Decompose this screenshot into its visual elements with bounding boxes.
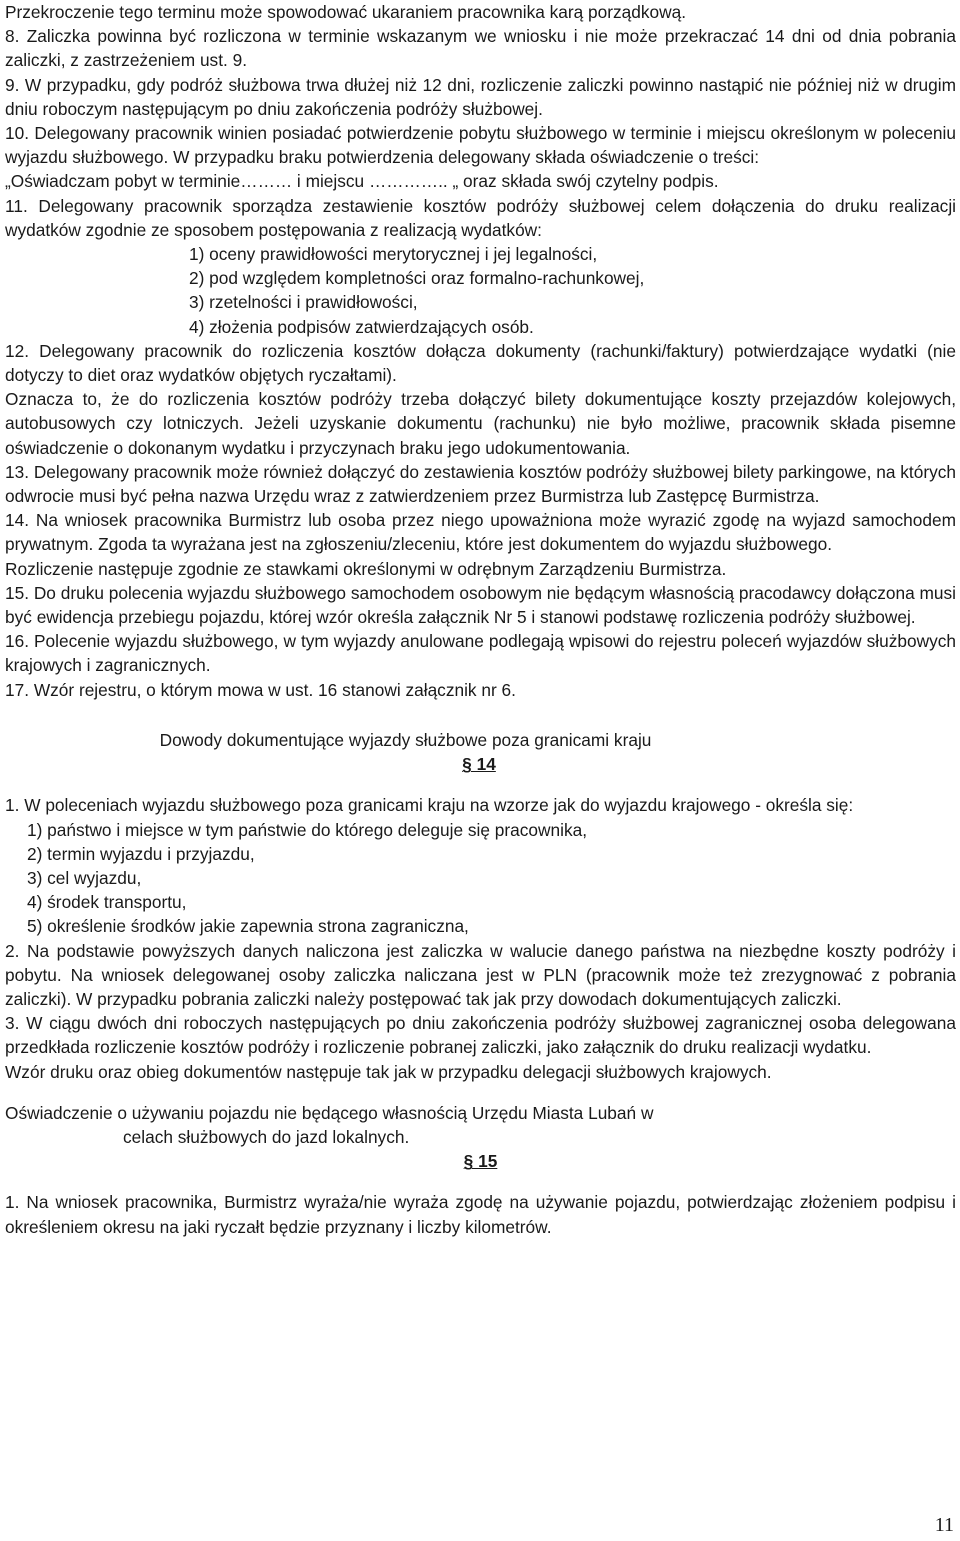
paragraph-explanation: Oznacza to, że do rozliczenia kosztów podróży trzeba dołączyć bilety dokumentujące koszty przejazdów kolejowych, autobusowych czy lotniczych. Jeżeli uzyskanie dokumentu (rachunku) nie było możliwe, pracownik składa pisemne oświadczenie o dokonanym wydatku i przyczynach braku jego udokumentowania. bbox=[5, 389, 956, 458]
paragraph-14-ust-1: 1. W poleceniach wyjazdu służbowego poza granicami kraju na wzorze jak do wyjazdu krajowego - określa się: bbox=[5, 795, 854, 816]
paragraph-ust-12: 12. Delegowany pracownik do rozliczenia kosztów dołącza dokumenty (rachunki/faktury) potwierdzające wydatki (nie dotyczy to diet oraz wydatków objętych ryczałtami). bbox=[5, 340, 956, 386]
paragraph-ust-16: 16. Polecenie wyjazdu służbowego, w tym wyjazdy anulowane podlegają wpisowi do rejestru poleceń wyjazdów służbowych krajowych i zagranicznych. bbox=[5, 631, 956, 676]
list-item: 4) środek transportu, bbox=[27, 892, 187, 913]
paragraph-14-ust-2: 2. Na podstawie powyższych danych naliczona jest zaliczka w walucie danego państwa na niezbędne koszty podróży i pobytu. Na wniosek delegowanej osoby zaliczka naliczana jest w PLN (pracownik może też zrezygnować z pobrania zaliczki). W przypadku pobrania zaliczki należy postępować tak jak przy dowodach dokumentujących zaliczki. bbox=[5, 940, 956, 1009]
list-item: 3) cel wyjazdu, bbox=[27, 867, 142, 888]
section-heading-vehicle: Oświadczenie o używaniu pojazdu nie będącego własnością Urzędu Miasta Lubań w bbox=[5, 1102, 654, 1123]
page-number: 11 bbox=[934, 1514, 954, 1536]
list-14 bbox=[5, 818, 956, 939]
list-item: 5) określenie środków jakie zapewnia strona zagraniczna, bbox=[27, 916, 469, 937]
list-item: 1) oceny prawidłowości merytorycznej i jej legalności, bbox=[189, 244, 598, 265]
paragraph-15-ust-1: 1. Na wniosek pracownika, Burmistrz wyraża/nie wyraża zgodę na używanie pojazdu, potwierdzając złożeniem podpisu i określeniem okresu na jaki ryczałt będzie przyznany i liczby kilometrów. bbox=[5, 1192, 956, 1237]
paragraph-14-ust-3: 3. W ciągu dwóch dni roboczych następujących po dniu zakończenia podróży służbowej zagranicznej osoba delegowana przedkłada rozliczenie kosztów podróży i rozliczenie pobranej zaliczki, jako załącznik do druku realizacji wydatku. bbox=[5, 1013, 956, 1058]
paragraph-ust-10: 10. Delegowany pracownik winien posiadać potwierdzenie pobytu służbowego w terminie i miejscu określonym w poleceniu wyjazdu służbowego. W przypadku braku potwierdzenia delegowany składa oświadczenie o treści: bbox=[5, 123, 956, 168]
list-item: 2) termin wyjazdu i przyjazdu, bbox=[27, 843, 255, 864]
paragraph-ust-9: 9. W przypadku, gdy podróż służbowa trwa dłużej niż 12 dni, rozliczenie zaliczki powinno nastąpić nie później niż w drugim dniu roboczym następującym po dniu zakończenia podróży służbowej. bbox=[5, 74, 956, 119]
list-item: 4) złożenia podpisów zatwierdzających osób. bbox=[189, 316, 534, 337]
paragraph-ust-8: 8. Zaliczka powinna być rozliczona w terminie wskazanym we wniosku i nie może przekraczać 14 dni od dnia pobrania zaliczki, z zastrzeżeniem ust. 9. bbox=[5, 26, 956, 71]
paragraph-settlement: Rozliczenie następuje zgodnie ze stawkami określonymi w odrębnym Zarządzeniu Burmistrza. bbox=[5, 558, 727, 579]
paragraph-ust-14: 14. Na wniosek pracownika Burmistrz lub osoba przez niego upoważniona może wyrazić zgodę na wyjazd samochodem prywatnym. Zgoda ta wyrażana jest na zgłoszeniu/zleceniu, które jest dokumentem do wyjazdu służbowego. bbox=[5, 510, 956, 555]
list-item: 2) pod względem kompletności oraz formalno-rachunkowej, bbox=[189, 268, 645, 289]
list-item: 3) rzetelności i prawidłowości, bbox=[189, 292, 418, 313]
paragraph: Przekroczenie tego terminu może spowodować ukaraniem pracownika karą porządkową. bbox=[5, 2, 687, 22]
paragraph-ust-11: 11. Delegowany pracownik sporządza zestawienie kosztów podróży służbowej celem dołączenia do druku realizacji wydatków zgodnie ze sposobem postępowania z realizacją wydatków: bbox=[5, 195, 956, 240]
declaration-template: „Oświadczam pobyt w terminie……… i miejscu ………….. „ oraz składa swój czytelny podpis. bbox=[5, 171, 719, 192]
list-item: 1) państwo i miejsce w tym państwie do którego deleguje się pracownika, bbox=[27, 819, 587, 840]
section-heading-foreign: Dowody dokumentujące wyjazdy służbowe poza granicami kraju bbox=[159, 729, 652, 750]
list-ust-11 bbox=[5, 242, 956, 339]
paragraph-ust-15: 15. Do druku polecenia wyjazdu służbowego samochodem osobowym nie będącym własnością pracodawcy dołączona musi być ewidencja przebiegu pojazdu, której wzór określa załącznik Nr 5 i stanowi podstawę rozliczenia podróży służbowej. bbox=[5, 582, 956, 628]
paragraph-ust-13: 13. Delegowany pracownik może również dołączyć do zestawienia kosztów podróży służbowej bilety parkingowe, na których odwrocie musi być pełna nazwa Urzędu wraz z zatwierdzeniem przez Burmistrza lub Zastępcę Burmistrza. bbox=[5, 461, 956, 507]
section-heading-vehicle-cont: celach służbowych do jazd lokalnych. bbox=[123, 1126, 410, 1147]
document-page bbox=[5, 0, 956, 1239]
paragraph-14-form: Wzór druku oraz obieg dokumentów następuje tak jak w przypadku delegacji służbowych krajowych. bbox=[5, 1061, 772, 1082]
section-number-15: § 15 bbox=[463, 1151, 498, 1172]
paragraph-ust-17: 17. Wzór rejestru, o którym mowa w ust. 16 stanowi załącznik nr 6. bbox=[5, 679, 516, 700]
section-number-14: § 14 bbox=[462, 754, 496, 775]
